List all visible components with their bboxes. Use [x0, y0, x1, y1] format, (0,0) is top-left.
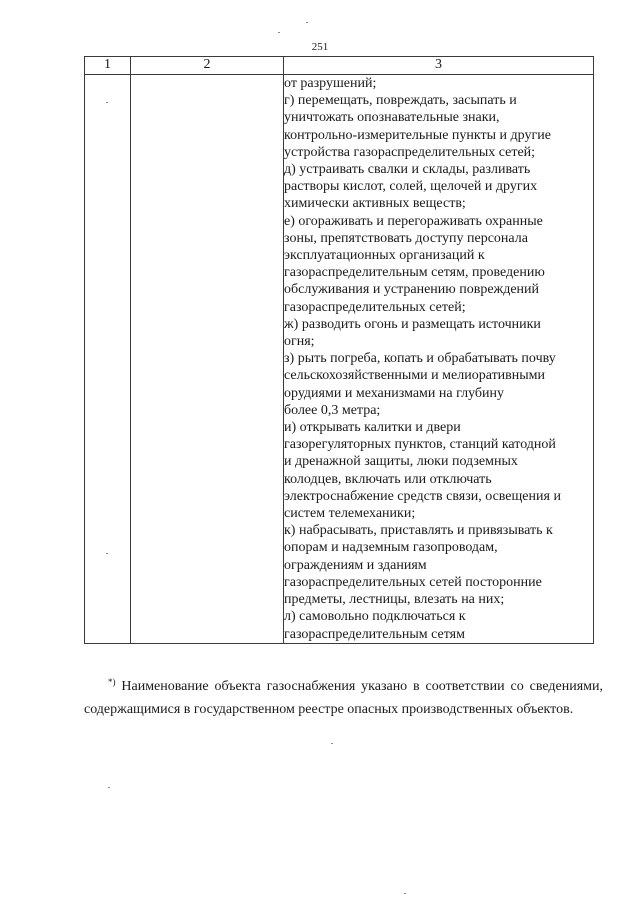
text-line: газорегуляторных пунктов, станций катодной — [284, 437, 556, 453]
scan-speck — [331, 743, 333, 744]
text-line: контрольно-измерительные пункты и другие — [284, 127, 551, 143]
text-line: ограждениям и зданиям — [284, 557, 427, 573]
header-cell-1: 1 — [85, 57, 131, 75]
text-line: и) открывать калитки и двери — [284, 420, 461, 436]
header-cell-2: 2 — [131, 57, 284, 75]
text-line: к) набрасывать, приставлять и привязывать к — [284, 523, 553, 539]
text-line: г) перемещать, повреждать, засыпать и — [284, 93, 517, 109]
text-line: орудиями и механизмами на глубину — [284, 385, 505, 401]
table-cell-col3 — [284, 75, 594, 644]
text-line: от разрушений; — [284, 76, 377, 91]
text-line: эксплуатационных организаций к — [284, 248, 485, 264]
text-line: обслуживания и устранению повреждений — [284, 282, 540, 298]
text-line: зоны, препятствовать доступу персонала — [284, 230, 528, 246]
text-line: огня; — [284, 334, 315, 350]
table-cell-col1 — [85, 75, 131, 644]
text-line: газораспределительным сетям, проведению — [284, 265, 545, 281]
text-line: систем телемеханики; — [284, 506, 416, 522]
text-line: газораспределительным сетям — [284, 626, 465, 642]
header-cell-3: 3 — [284, 57, 594, 75]
scan-speck — [278, 32, 280, 33]
table-row — [85, 75, 594, 644]
text-line: уничтожать опознавательные знаки, — [284, 110, 500, 126]
text-line: ж) разводить огонь и размещать источники — [284, 316, 541, 332]
scan-speck — [306, 22, 308, 23]
text-line: сельскохозяйственными и мелиоративными — [284, 368, 546, 384]
page-number: 251 — [311, 41, 329, 53]
text-line: устройства газораспределительных сетей; — [284, 144, 536, 160]
scan-speck — [108, 787, 110, 788]
text-line: и дренажной защиты, люки подземных — [284, 454, 518, 470]
table-header-row — [85, 57, 594, 75]
text-line: л) самовольно подключаться к — [284, 609, 466, 625]
footnote-text: Наименование объекта газоснабжения указано в соответствии со сведениями, содержащимися в государственном реестре опасных производственных объектов. — [84, 679, 603, 717]
text-line: более 0,3 метра; — [284, 402, 381, 418]
regulation-table — [84, 56, 594, 644]
scan-speck — [106, 553, 108, 554]
scan-speck — [404, 893, 406, 894]
text-line: электроснабжение средств связи, освещения и — [284, 488, 561, 504]
text-line: химически активных веществ; — [284, 196, 466, 212]
scan-speck — [106, 102, 108, 103]
text-line: растворы кислот, солей, щелочей и других — [284, 179, 538, 195]
footnote — [84, 675, 603, 721]
text-line: д) устраивать свалки и склады, разливать — [284, 162, 531, 178]
text-line: колодцев, включать или отключать — [284, 471, 492, 487]
text-line: газораспределительных сетей посторонние — [284, 574, 542, 590]
table-cell-col2 — [131, 75, 284, 644]
text-line: е) огораживать и перегораживать охранные — [284, 213, 543, 229]
text-line: з) рыть погреба, копать и обрабатывать почву — [284, 351, 556, 367]
footnote-marker: *) — [108, 677, 116, 687]
text-line: газораспределительных сетей; — [284, 299, 466, 315]
text-line: опорам и надземным газопроводам, — [284, 540, 498, 556]
text-line: предметы, лестницы, влезать на них; — [284, 592, 505, 608]
